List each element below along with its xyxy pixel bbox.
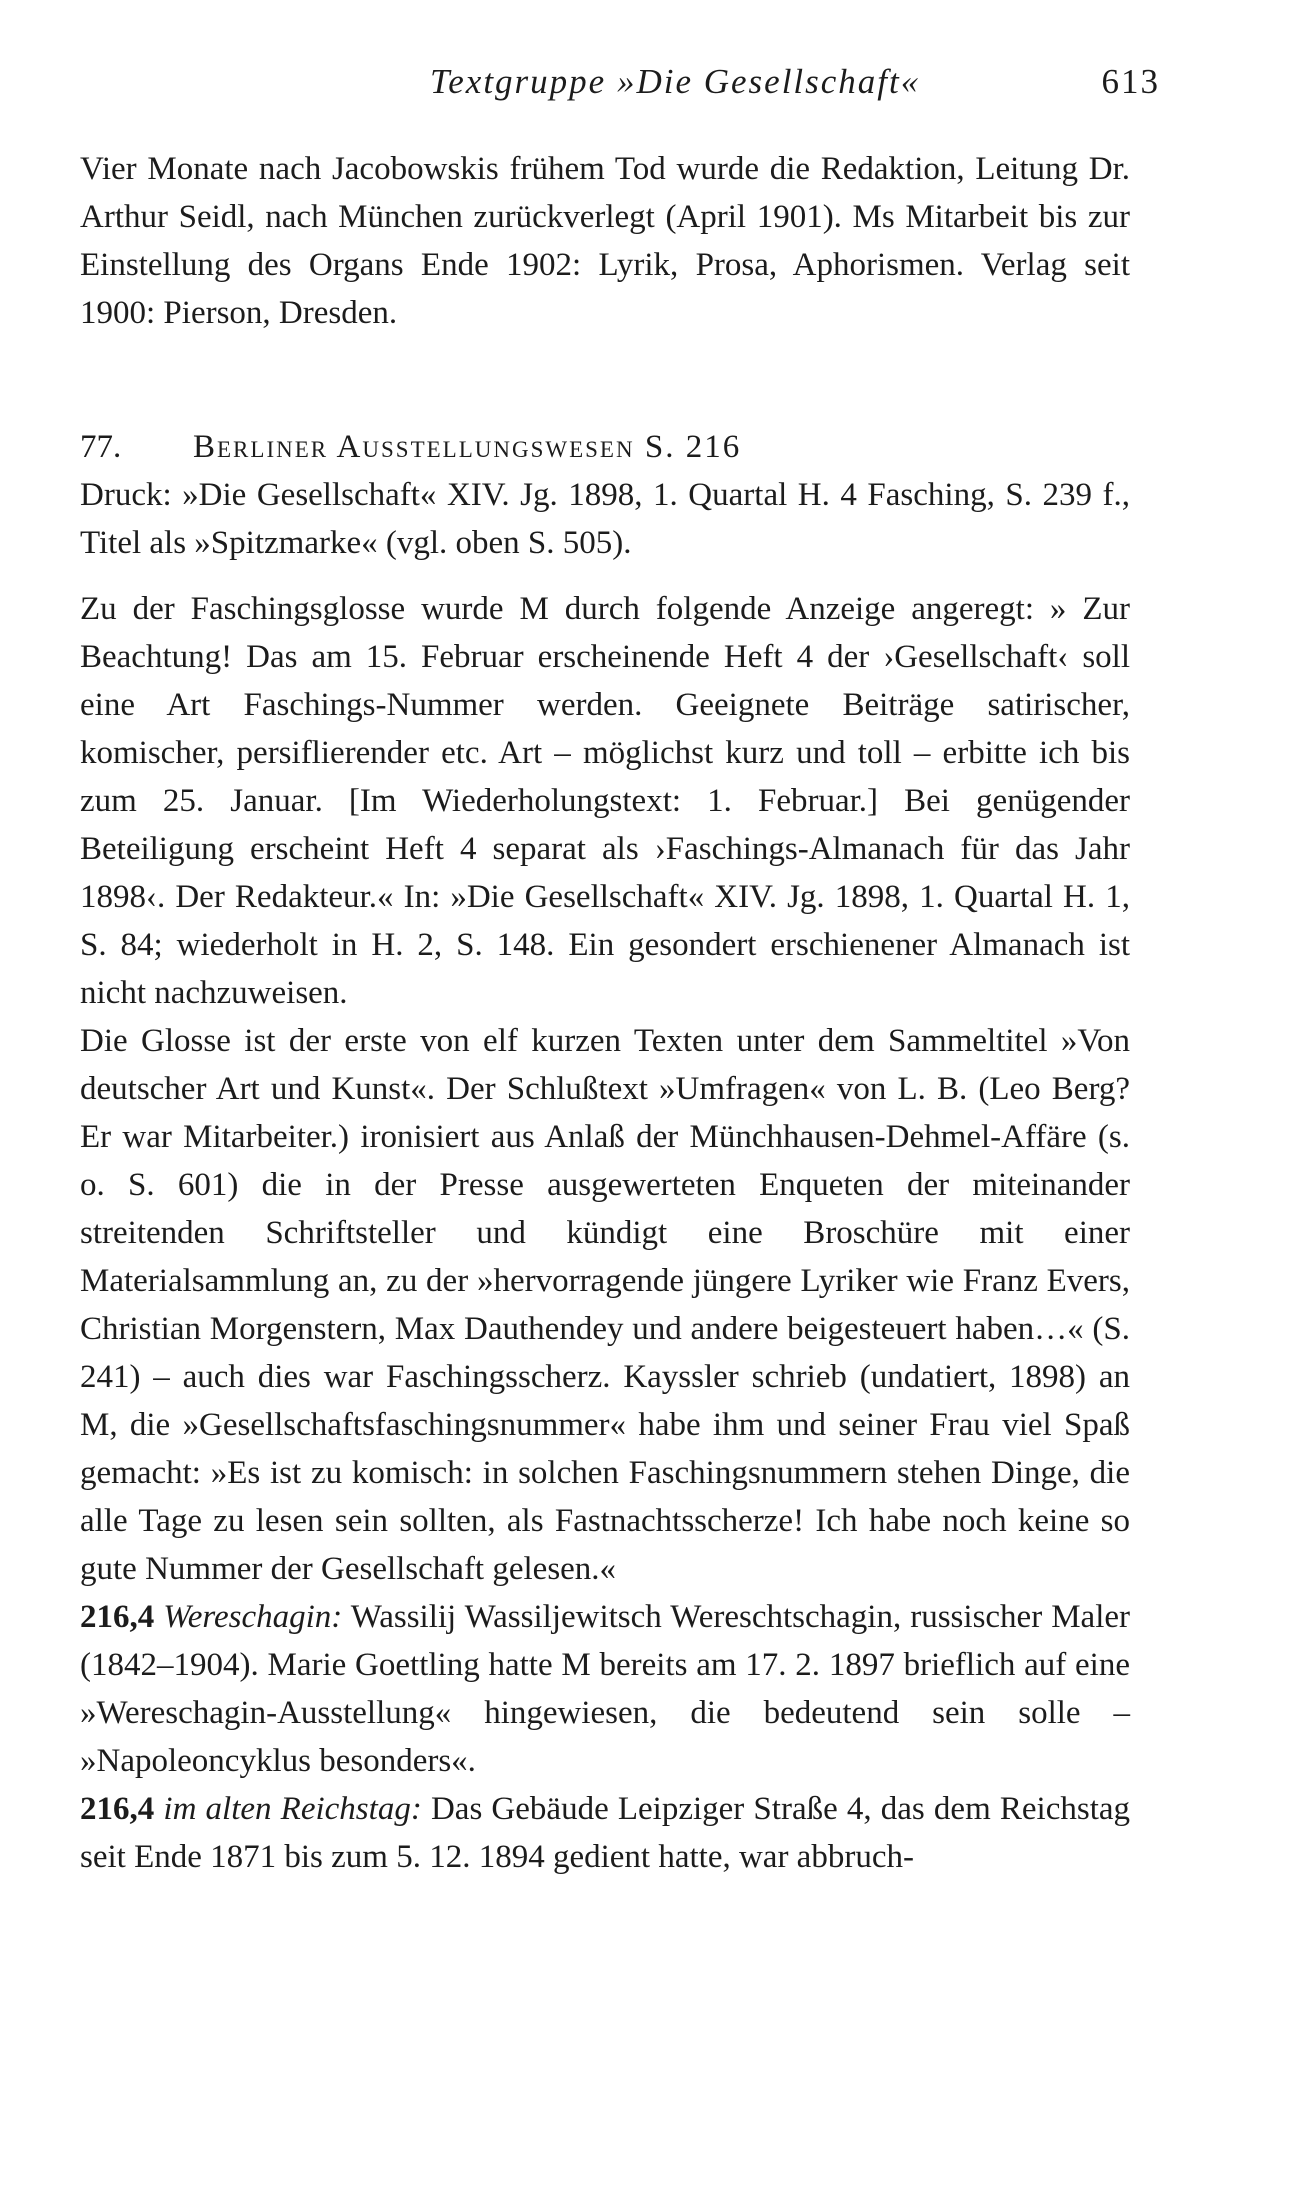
note-reference: 216,4: [80, 1791, 155, 1827]
note-entry-1: [80, 1593, 1130, 1785]
running-head: [80, 62, 1160, 112]
running-head-title: Textgruppe »Die Gesellschaft«: [430, 62, 921, 101]
section-heading: [80, 423, 1130, 471]
note-text: Wassilij Wassiljewitsch Wereschtschagin, russischer Maler (1842–1904). Marie Goettling hatte M bereits am 17. 2. 1897 brieflich auf eine »Wereschagin-Ausstellung« hingewiesen, die bedeutend sein solle – »Napoleoncyklus besonders«.: [80, 1599, 1130, 1779]
intro-paragraph: Vier Monate nach Jacobowskis frühem Tod wurde die Redaktion, Leitung Dr. Arthur Seidl, nach München zurückverlegt (April 1901). Ms Mitarbeit bis zur Einstellung des Organs Ende 1902: Lyrik, Prosa, Aphorismen. Verlag seit 1900: Pierson, Dresden.: [80, 151, 1130, 331]
print-note: Druck: »Die Gesellschaft« XIV. Jg. 1898, 1. Quartal H. 4 Fasching, S. 239 f., Titel als »Spitzmarke« (vgl. oben S. 505).: [80, 477, 1130, 561]
section-title: Berliner Ausstellungswesen S. 216: [193, 429, 742, 465]
commentary-paragraph-2: Die Glosse ist der erste von elf kurzen Texten unter dem Sammeltitel »Von deutscher Art und Kunst«. Der Schlußtext »Umfragen« von L. B. (Leo Berg? Er war Mitarbeiter.) ironisiert aus Anlaß der Münchhausen-Dehmel-Affäre (s. o. S. 601) die in der Presse ausgewerteten Enqueten der miteinander streitenden Schriftsteller und kündigt eine Broschüre mit einer Materialsammlung an, zu der »hervorragende jüngere Lyriker wie Franz Evers, Christian Morgenstern, Max Dauthendey und andere beigesteuert haben…« (S. 241) – auch dies war Faschingsscherz. Kayssler schrieb (undatiert, 1898) an M, die »Gesellschaftsfaschingsnummer« habe ihm und seiner Frau viel Spaß gemacht: »Es ist zu komisch: in solchen Faschingsnummern stehen Dinge, die alle Tage zu lesen sein sollten, als Fastnachtsscherze! Ich habe noch keine so gute Nummer der Gesellschaft gelesen.«: [80, 1023, 1130, 1587]
section-number: 77.: [80, 429, 122, 465]
note-entry-2: [80, 1785, 1130, 1881]
commentary-paragraph-1: Zu der Faschingsglosse wurde M durch folgende Anzeige angeregt: » Zur Beachtung! Das am 15. Februar erscheinende Heft 4 der ›Gesellschaft‹ soll eine Art Faschings-Nummer werden. Geeignete Beiträge satirischer, komischer, persiflierender etc. Art – möglichst kurz und toll – erbitte ich bis zum 25. Januar. [Im Wiederholungstext: 1. Februar.] Bei genügender Beteiligung erscheint Heft 4 separat als ›Faschings-Almanach für das Jahr 1898‹. Der Redakteur.« In: »Die Gesellschaft« XIV. Jg. 1898, 1. Quartal H. 1, S. 84; wiederholt in H. 2, S. 148. Ein gesondert erschienener Almanach ist nicht nachzuweisen.: [80, 591, 1130, 1011]
note-lemma: im alten Reichstag:: [163, 1791, 422, 1827]
body-text: [80, 145, 1130, 1881]
note-reference: 216,4: [80, 1599, 155, 1635]
page-number: 613: [1101, 62, 1160, 101]
paragraph-spacer: [80, 567, 1130, 585]
note-text: Das Gebäude Leipziger Straße 4, das dem Reichstag seit Ende 1871 bis zum 5. 12. 1894 gedient hatte, war abbruch-: [80, 1791, 1131, 1875]
section-spacer: [80, 337, 1130, 423]
note-lemma: Wereschagin:: [163, 1599, 343, 1635]
